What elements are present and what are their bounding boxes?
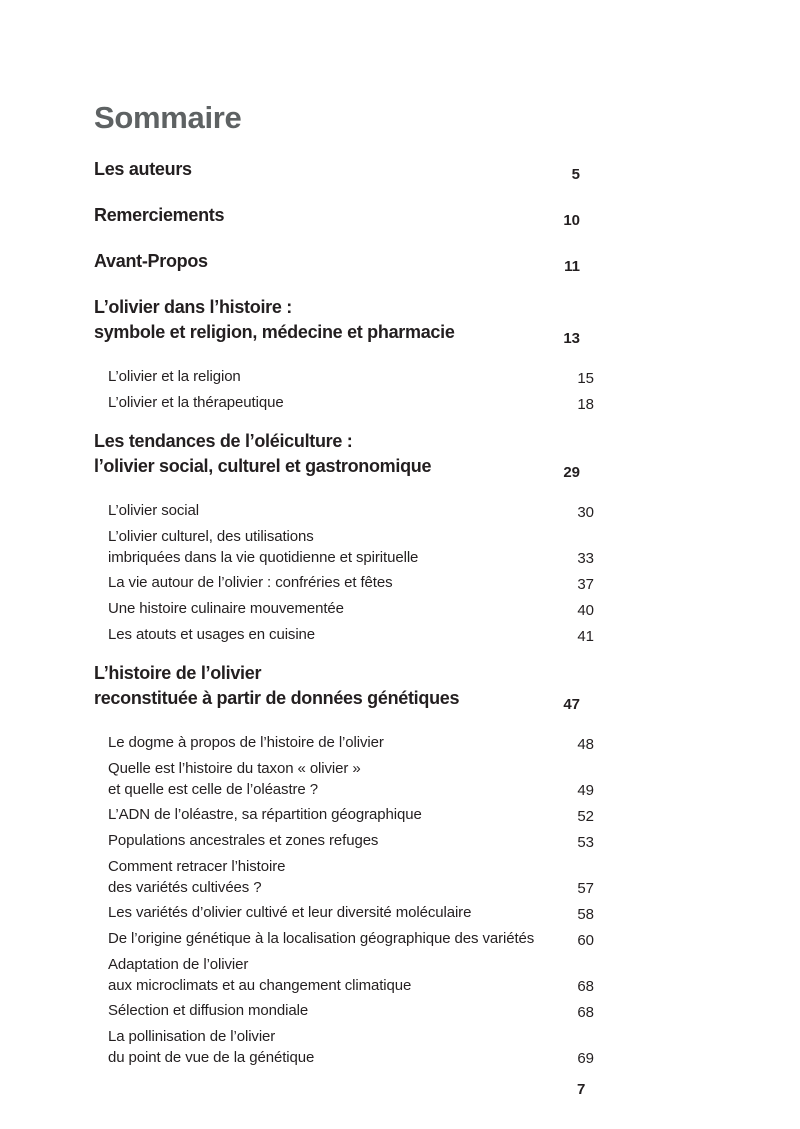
toc-entry-title [108,857,594,898]
toc-entry-line: Les tendances de l’oléiculture : [94,431,353,451]
toc-section [94,857,594,899]
toc-entry-title [108,955,594,996]
toc-page-number: 29 [563,464,580,481]
toc-entry-line: l’olivier social, culturel et gastronomique [94,456,432,476]
toc-page-number: 30 [577,504,594,521]
toc-entry-line: et quelle est celle de l’oléastre ? [108,780,318,798]
toc-entry-title [94,295,580,345]
toc-page-number: 13 [563,330,580,347]
toc-entry-line: Avant-Propos [94,251,208,271]
toc-section [94,1001,594,1023]
toc-entry-line: Le dogme à propos de l’histoire de l’olivier [108,734,384,751]
toc-page-number: 48 [577,736,594,753]
toc-section [94,805,594,827]
toc-entry-line: Remerciements [94,205,225,225]
toc-chapter [94,249,580,277]
toc-page-number: 18 [577,396,594,413]
toc-page-number: 68 [577,1004,594,1021]
toc-entry-title [108,805,594,826]
toc-page-number: 68 [577,978,594,995]
toc-entry-line: des variétés cultivées ? [108,878,262,896]
table-of-contents [94,157,594,1073]
toc-section [94,733,594,755]
toc-page-number: 37 [577,576,594,593]
toc-entry-line: symbole et religion, médecine et pharmacie [94,322,455,342]
toc-section [94,573,594,595]
toc-entry-title [108,929,594,950]
toc-entry-title [94,661,580,711]
toc-entry-line: Comment retracer l’histoire [108,858,286,875]
toc-entry-title [108,573,594,594]
toc-entry-line: Une histoire culinaire mouvementée [108,600,344,617]
toc-entry-line: L’olivier dans l’histoire : [94,297,292,317]
page-number: 7 [577,1081,586,1098]
toc-entry-title [108,393,594,414]
toc-entry-line: L’ADN de l’oléastre, sa répartition géographique [108,806,422,823]
toc-entry-line: De l’origine génétique à la localisation géographique des variétés [108,930,535,947]
page-title: Sommaire [94,100,242,135]
toc-entry-title [108,367,594,388]
toc-entry-title [108,903,594,924]
toc-entry-line: L’olivier social [108,502,199,519]
toc-entry-title [108,599,594,620]
toc-chapter [94,429,580,483]
toc-entry-line: Les atouts et usages en cuisine [108,626,316,643]
toc-entry-line: reconstituée à partir de données génétiques [94,688,460,708]
toc-section [94,393,594,415]
toc-page-number: 47 [563,696,580,713]
toc-entry-line: La pollinisation de l’olivier [108,1028,276,1045]
toc-section [94,501,594,523]
toc-page-number: 41 [577,628,594,645]
toc-entry-line: Adaptation de l’olivier [108,956,249,973]
toc-chapter [94,203,580,231]
toc-entry-line: Quelle est l’histoire du taxon « olivier » [108,760,361,777]
toc-entry-line: L’olivier et la religion [108,368,241,385]
toc-entry-line: Les auteurs [94,159,192,179]
toc-entry-title [108,1027,594,1068]
toc-section [94,527,594,569]
toc-chapter [94,295,580,349]
toc-section [94,929,594,951]
toc-page-number: 53 [577,834,594,851]
toc-entry-title [94,157,580,182]
toc-entry-title [108,759,594,800]
toc-entry-line: L’olivier culturel, des utilisations [108,528,314,545]
toc-chapter [94,661,580,715]
toc-section [94,831,594,853]
toc-entry-line: Populations ancestrales et zones refuges [108,832,379,849]
toc-section [94,955,594,997]
toc-entry-title [108,733,594,754]
toc-entry-title [108,527,594,568]
toc-entry-line: La vie autour de l’olivier : confréries et fêtes [108,574,393,591]
toc-entry-line: Sélection et diffusion mondiale [108,1002,309,1019]
toc-section [94,1027,594,1069]
toc-page-number: 33 [577,550,594,567]
toc-page-number: 11 [564,258,580,275]
toc-entry-title [94,429,580,479]
toc-entry-title [108,625,594,646]
toc-section [94,625,594,647]
toc-section [94,367,594,389]
toc-page-number: 60 [577,932,594,949]
toc-entry-title [94,249,580,274]
toc-entry-title [108,501,594,522]
toc-entry-title [108,1001,594,1022]
toc-entry-line: imbriquées dans la vie quotidienne et spirituelle [108,548,419,566]
toc-section [94,759,594,801]
toc-entry-line: du point de vue de la génétique [108,1048,315,1066]
toc-section [94,903,594,925]
toc-page-number: 52 [577,808,594,825]
toc-page-number: 40 [577,602,594,619]
toc-page-number: 49 [577,782,594,799]
toc-page-number: 57 [577,880,594,897]
toc-chapter [94,157,580,185]
toc-page-number: 5 [571,166,580,183]
toc-entry-line: L’olivier et la thérapeutique [108,394,284,411]
toc-entry-line: L’histoire de l’olivier [94,663,262,683]
toc-entry-line: aux microclimats et au changement climatique [108,976,412,994]
toc-entry-title [94,203,580,228]
toc-section [94,599,594,621]
toc-page-number: 15 [577,370,594,387]
toc-entry-line: Les variétés d’olivier cultivé et leur diversité moléculaire [108,904,472,921]
toc-page-number: 10 [563,212,580,229]
toc-entry-title [108,831,594,852]
toc-page-number: 69 [577,1050,594,1067]
toc-page-number: 58 [577,906,594,923]
